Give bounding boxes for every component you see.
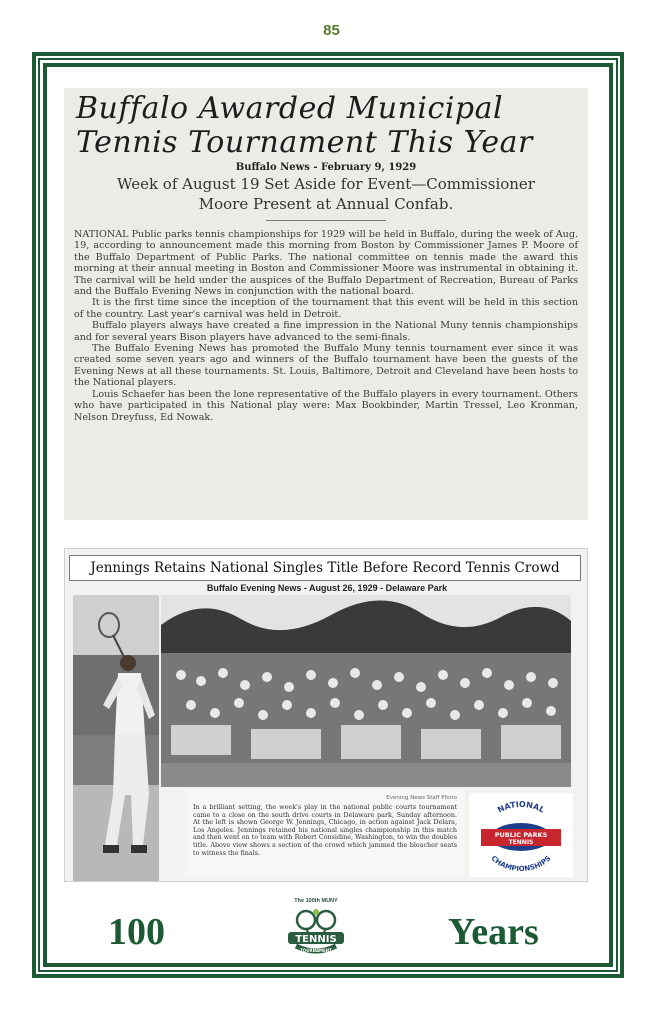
clipping-paragraph: It is the first time since the inception of the tournament that this event will be held in this section of the country. Last year's carnival was held in Detroit.: [74, 297, 578, 320]
clipping-headline-line1: Buffalo Awarded Municipal: [76, 91, 504, 126]
clipping-subhead-line2: Moore Present at Annual Confab.: [198, 195, 454, 213]
emblem-band-line1: PUBLIC PARKS: [494, 831, 548, 839]
photo-caption: [185, 789, 465, 877]
logo-sub: TOURNAMENT: [300, 948, 332, 953]
clipping-divider: [266, 220, 386, 221]
tennis-player-photo: [73, 595, 159, 881]
clipping-paragraph: The Buffalo Evening News has promoted the Buffalo Muny tennis tournament ever since it was created some seven years ago and winners of the Buffalo tournament have been the guests of the Evening News at all these tournaments. St. Louis, Baltimore, Detroit and Cleveland have been hosts to the National players.: [74, 343, 578, 389]
muny-tennis-logo: [284, 898, 348, 958]
crowd-photo: [161, 595, 571, 787]
emblem-bottom-text: CHAMPIONSHIPS: [489, 854, 553, 874]
clipping-paragraph: Louis Schaefer has been the lone representative of the Buffalo players in every tournament. Others who have participated in this National play were: Max Bookbinder, Martin Tressel, Leo Kronman, Nelson Dreyfuss, Ed Nowak.: [74, 388, 578, 423]
clipping-paragraph: NATIONAL Public parks tennis championships for 1929 will be held in Buffalo, during the week of Aug. 19, according to announcement made this morning from Boston by Commissioner James P. Moore of the Buffalo Department of Public Parks. The national committee on tennis made the award this morning at their annual meeting in Boston and Commissioner Moore was instrumental in obtaining it. The carnival will be held under the auspices of the Buffalo Department of Recreation, Bureau of Parks and the Buffalo Evening News in conjunction with the national board.: [74, 229, 579, 298]
footer-left-text: 100: [108, 911, 165, 953]
clipping-source: Buffalo Evening News - August 26, 1929 - Delaware Park: [206, 583, 448, 593]
logo-word: TENNIS: [295, 934, 337, 945]
photo-credit: Evening News Staff Photo: [386, 795, 457, 801]
newspaper-clipping-award: [64, 88, 588, 520]
footer-right-text: Years: [448, 911, 539, 953]
page-number: 85: [323, 22, 340, 39]
newspaper-clipping-jennings: [64, 548, 588, 882]
clipping-body: [74, 229, 578, 423]
logo-top-text: The 100th MUNY: [294, 898, 338, 904]
clipping-headline: Jennings Retains National Singles Title Before Record Tennis Crowd: [69, 555, 581, 581]
clipping-paragraph: Buffalo players always have created a fine impression in the National Muny tennis championships and for several years Bison players have advanced to the semi-finals.: [74, 320, 578, 343]
public-parks-tennis-emblem: [469, 793, 573, 877]
clipping-subhead-line1: Week of August 19 Set Aside for Event—Commissioner: [117, 175, 535, 193]
emblem-band-line2: TENNIS: [508, 839, 534, 846]
clipping-source: Buffalo News - February 9, 1929: [235, 162, 417, 173]
clipping-headline-line2: Tennis Tournament This Year: [76, 125, 533, 160]
caption-text: In a brilliant setting, the week's play in the national public courts tournament came to a close on the south drive courts in Delaware park, Sunday afternoon. At the left is shown George W. Jennings, Chicago, in action against Jack Delara, Los Angeles. Jennings retained his national singles championship in this match and then went on to team with Robert Considine, Washington, to win the doubles title. Above view shows a section of the crowd which jammed the bleacher seats to witness the finals.: [193, 803, 457, 857]
emblem-top-text: NATIONAL: [496, 799, 547, 815]
